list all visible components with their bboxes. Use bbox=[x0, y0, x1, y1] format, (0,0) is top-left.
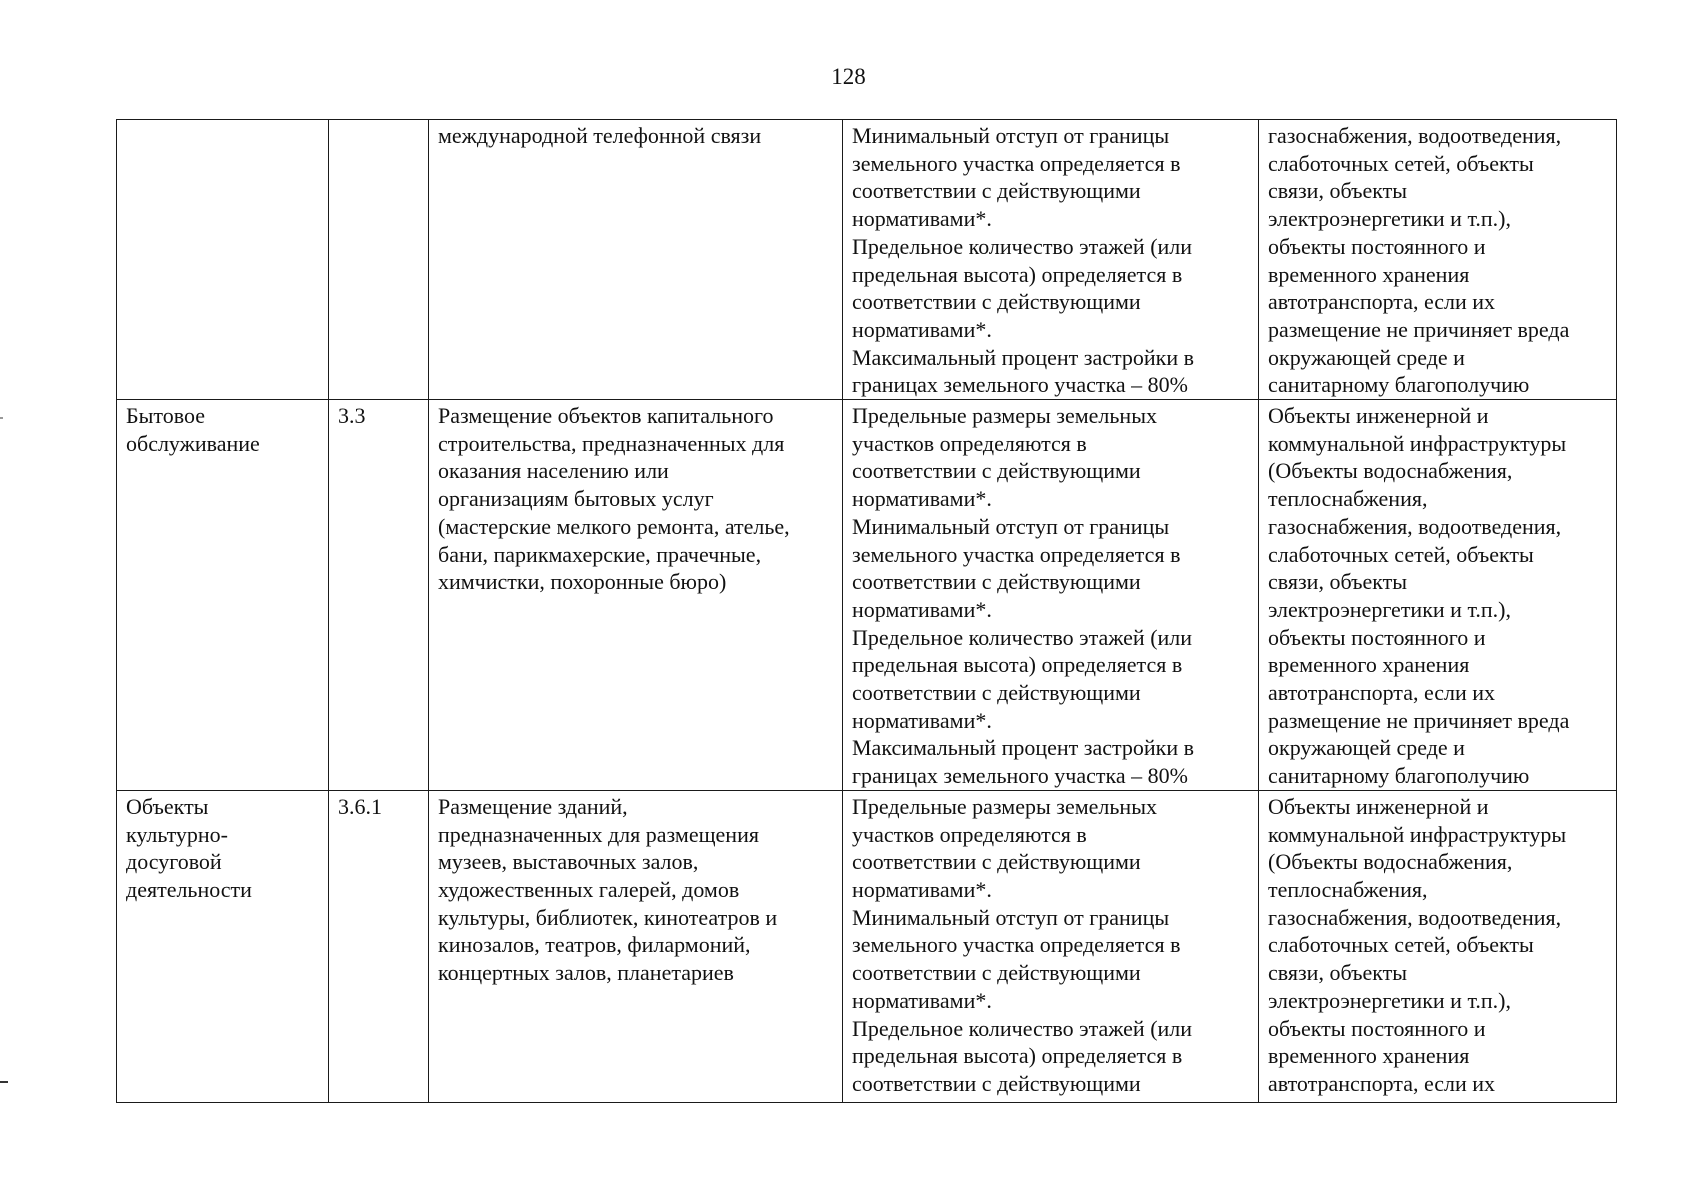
use-name-text: Объекты культурно- досуговой деятельности bbox=[126, 793, 252, 902]
use-name-text: Бытовое обслуживание bbox=[126, 403, 260, 456]
page-number: 128 bbox=[831, 64, 866, 89]
use-code-cell bbox=[329, 790, 429, 1102]
use-description-text: Размещение зданий, предназначенных для размещения музеев, выставочных залов, художественных галерей, домов культуры, библиотек, кинотеатров и кинозалов, театров, филармоний, концертных залов, планетариев bbox=[438, 793, 778, 986]
auxiliary-uses-text: Объекты инженерной и коммунальной инфраструктуры (Объекты водоснабжения, теплоснабжения, газоснабжения, водоотведения, слаботочных сетей, объекты связи, объекты электроэнергетики и т.п.), объекты постоянного и временного хранения автотранспорта, если их размещение не причиняет вреда окружающей среде и санитарному благополучию bbox=[1268, 403, 1570, 789]
use-description-cell bbox=[429, 120, 843, 400]
parameters-text: Минимальный отступ от границы земельного участка определяется в соответствии с действующими нормативами*. Предельное количество этажей (или предельная высота) определяется в соответствии с действующими нормативами*. Максимальный процент застройки в границах земельного участка – 80% bbox=[852, 123, 1194, 398]
parameters-cell bbox=[843, 790, 1259, 1102]
use-code-text: 3.6.1 bbox=[338, 793, 382, 819]
auxiliary-uses-text: газоснабжения, водоотведения, слаботочных сетей, объекты связи, объекты электроэнергетики и т.п.), объекты постоянного и временного хранения автотранспорта, если их размещение не причиняет вреда окружающей среде и санитарному благополучию bbox=[1268, 123, 1570, 398]
scan-edge-mark bbox=[0, 1081, 8, 1083]
use-description-cell bbox=[429, 790, 843, 1102]
use-description-cell bbox=[429, 400, 843, 791]
use-name-cell bbox=[117, 790, 329, 1102]
auxiliary-uses-cell bbox=[1259, 120, 1617, 400]
parameters-text: Предельные размеры земельных участков определяются в соответствии с действующими нормативами*. Минимальный отступ от границы земельного участка определяется в соответствии с действующими нормативами*. Предельное количество этажей (или предельная высота) определяется в соответствии с действующими bbox=[852, 793, 1193, 1096]
table-row bbox=[117, 790, 1617, 1102]
scan-edge-mark bbox=[0, 417, 3, 419]
use-description-text: Размещение объектов капитального строительства, предназначенных для оказания населению или организациям бытовых услуг (мастерские мелкого ремонта, ателье, бани, парикмахерские, прачечные, химчистки, похоронные бюро) bbox=[438, 403, 790, 595]
use-code-text: 3.3 bbox=[338, 403, 366, 429]
parameters-cell bbox=[843, 120, 1259, 400]
use-name-cell bbox=[117, 120, 329, 400]
auxiliary-uses-text: Объекты инженерной и коммунальной инфраструктуры (Объекты водоснабжения, теплоснабжения, газоснабжения, водоотведения, слаботочных сетей, объекты связи, объекты электроэнергетики и т.п.), объекты постоянного и временного хранения автотранспорта, если их bbox=[1268, 793, 1567, 1096]
auxiliary-uses-cell bbox=[1259, 790, 1617, 1102]
parameters-text: Предельные размеры земельных участков определяются в соответствии с действующими нормативами*. Минимальный отступ от границы земельного участка определяется в соответствии с действующими нормативами*. Предельное количество этажей (или предельная высота) определяется в соответствии с действующими нормативами*. Максимальный процент застройки в границах земельного участка – 80% bbox=[852, 403, 1194, 789]
table-row bbox=[117, 400, 1617, 791]
land-use-table bbox=[116, 119, 1617, 1103]
parameters-cell bbox=[843, 400, 1259, 791]
use-description-text: международной телефонной связи bbox=[438, 123, 762, 148]
auxiliary-uses-cell bbox=[1259, 400, 1617, 791]
table-row bbox=[117, 120, 1617, 400]
use-code-cell bbox=[329, 400, 429, 791]
use-name-cell bbox=[117, 400, 329, 791]
use-code-cell bbox=[329, 120, 429, 400]
